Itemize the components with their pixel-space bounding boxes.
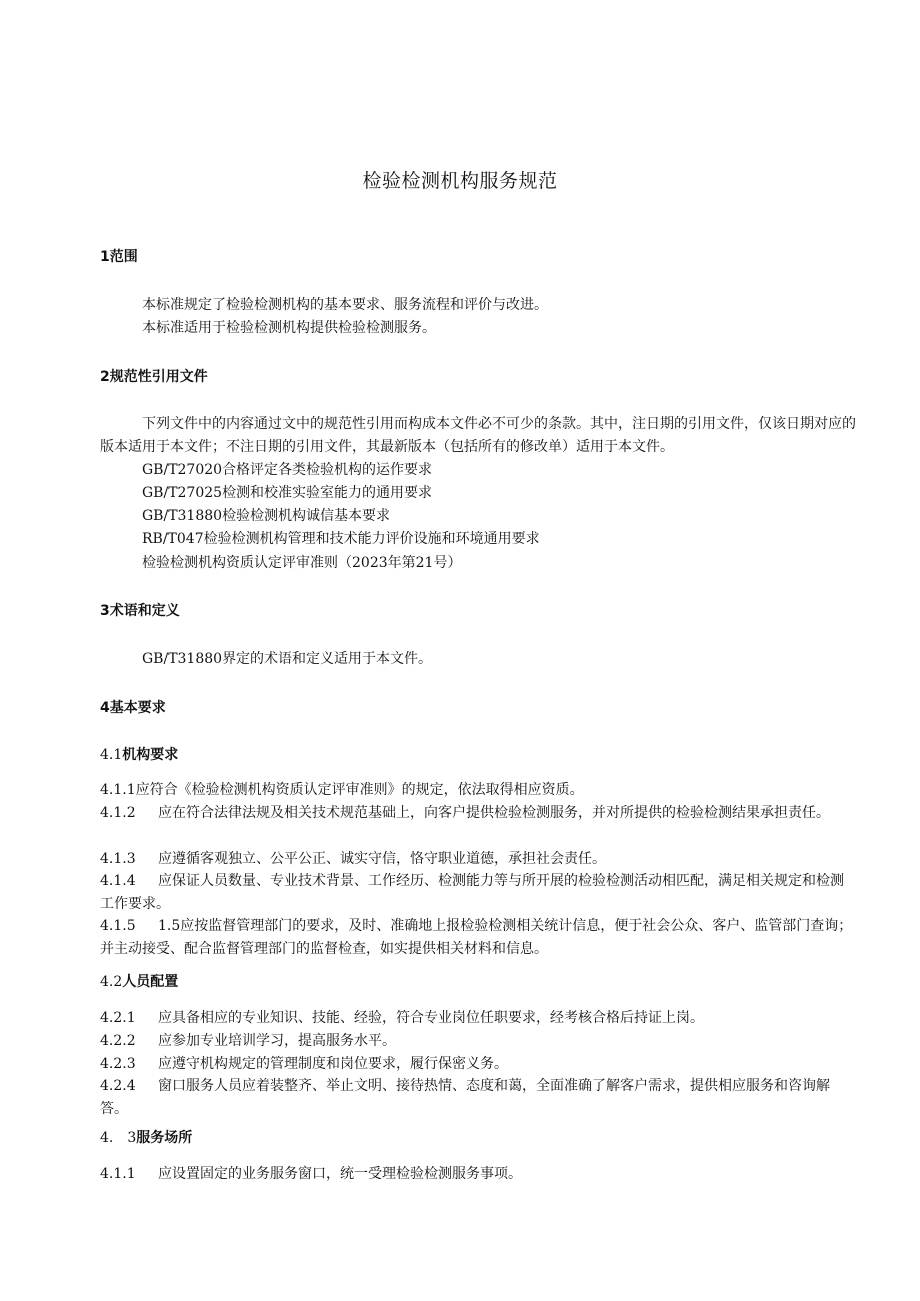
- subsection-number: 4.1: [100, 747, 123, 763]
- reference-item: RB/T047检验检测机构管理和技术能力评价设施和环境通用要求: [142, 531, 540, 547]
- scope-paragraph-2: 本标准适用于检验检测机构提供检验检测服务。: [142, 320, 436, 336]
- clause-4-2-4: [100, 1075, 856, 1121]
- clause-4-1-3: [100, 848, 856, 871]
- clause-number: 4.1.1: [100, 1166, 136, 1182]
- clause-text: 应设置固定的业务服务窗口，统一受理检验检测服务事项。: [158, 1166, 522, 1182]
- clause-text: 应在符合法律法规及相关技术规范基础上，向客户提供检验检测服务，并对所提供的检验检测结果承担责任。: [158, 805, 830, 821]
- clause-number: 4.2.4: [100, 1078, 136, 1094]
- section-2-heading: 2规范性引用文件: [100, 369, 208, 385]
- scope-paragraph-1: 本标准规定了检验检测机构的基本要求、服务流程和评价与改进。: [142, 297, 548, 313]
- reference-item: GB/T27025检测和校准实验室能力的通用要求: [142, 485, 433, 501]
- section-1-heading: 1范围: [100, 249, 138, 265]
- clause-4-2-1: [100, 1007, 856, 1030]
- normative-references-intro: 下列文件中的内容通过文中的规范性引用而构成本文件必不可少的条款。其中，注日期的引用文件，仅该日期对应的版本适用于本文件；不注日期的引用文件，其最新版本（包括所有的修改单）适用于本文件。: [100, 416, 856, 455]
- clause-number: 4.1.5: [100, 918, 136, 934]
- subsection-title: 机构要求: [122, 747, 179, 763]
- section-4-heading: 4基本要求: [100, 700, 166, 716]
- clause-number: 4.2.1: [100, 1010, 136, 1026]
- subsection-title: 人员配置: [122, 974, 179, 990]
- subsection-4-3-heading: [100, 1129, 192, 1147]
- clause-number: 4.1.1: [100, 782, 136, 798]
- reference-item: GB/T27020合格评定各类检验机构的运作要求: [142, 462, 433, 478]
- clause-text: 1.5应按监督管理部门的要求，及时、准确地上报检验检测相关统计信息，便于社会公众、客户、监管部门查询；并主动接受、配合监督管理部门的监督检查，如实提供相关材料和信息。: [100, 918, 853, 957]
- clause-4-2-3: [100, 1053, 856, 1076]
- subsection-number: 4. 3: [100, 1130, 137, 1146]
- clause-text: 应符合《检验检测机构资质认定评审准则》的规定，依法取得相应资质。: [135, 782, 584, 798]
- clause-number: 4.2.3: [100, 1056, 136, 1072]
- clause-text: 应遵守机构规定的管理制度和岗位要求，履行保密义务。: [158, 1056, 508, 1072]
- clause-number: 4.1.4: [100, 873, 136, 889]
- clause-text: 应遵循客观独立、公平公正、诚实守信，恪守职业道德，承担社会责任。: [158, 851, 606, 867]
- clause-number: 4.1.3: [100, 851, 136, 867]
- subsection-4-1-heading: [100, 746, 178, 764]
- subsection-4-2-heading: [100, 973, 178, 991]
- terms-paragraph: GB/T31880界定的术语和定义适用于本文件。: [142, 651, 433, 667]
- reference-item: 检验检测机构资质认定评审准则（2023年第21号）: [142, 555, 462, 571]
- clause-4-1-2: [100, 802, 856, 825]
- clause-4-1-4: [100, 870, 856, 916]
- clause-4-1-1: [100, 779, 856, 802]
- clause-text: 应保证人员数量、专业技术背景、工作经历、检测能力等与所开展的检验检测活动相匹配，满足相关规定和检测工作要求。: [100, 873, 844, 912]
- document-title: 检验检测机构服务规范: [362, 170, 558, 192]
- subsection-title: 服务场所: [136, 1130, 193, 1146]
- clause-text: 窗口服务人员应着装整齐、举止文明、接待热情、态度和蔼，全面准确了解客户需求，提供相应服务和咨询解答。: [100, 1078, 830, 1117]
- clause-4-1-5: [100, 915, 856, 961]
- reference-item: GB/T31880检验检测机构诚信基本要求: [142, 508, 391, 524]
- clause-text: 应具备相应的专业知识、技能、经验，符合专业岗位任职要求，经考核合格后持证上岗。: [158, 1010, 704, 1026]
- clause-4-2-2: [100, 1030, 856, 1053]
- section-3-heading: 3术语和定义: [100, 603, 180, 619]
- clause-number: 4.1.2: [100, 805, 136, 821]
- clause-text: 应参加专业培训学习，提高服务水平。: [158, 1033, 396, 1049]
- clause-4-3-1: [100, 1163, 856, 1186]
- subsection-number: 4.2: [100, 974, 123, 990]
- clause-number: 4.2.2: [100, 1033, 136, 1049]
